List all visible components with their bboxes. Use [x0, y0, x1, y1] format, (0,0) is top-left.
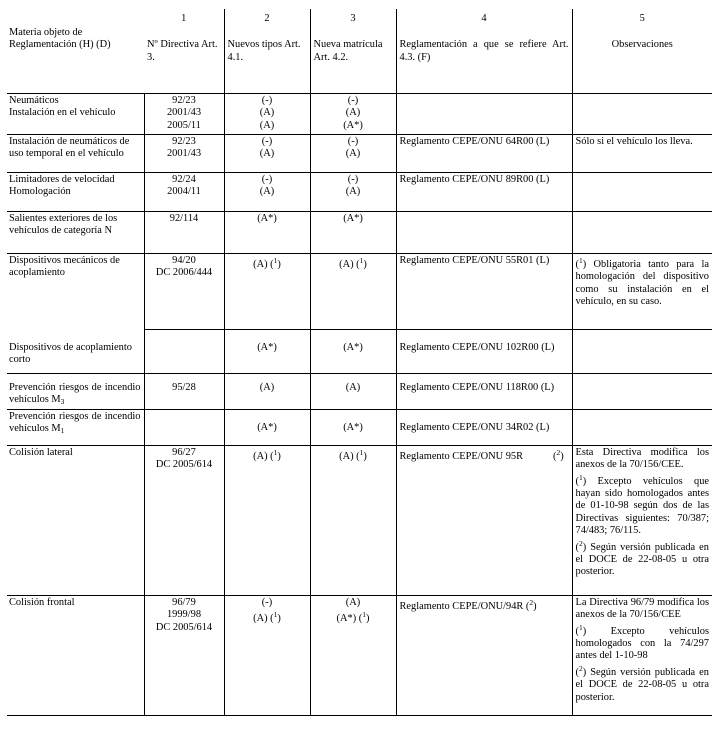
table-row — [7, 330, 712, 374]
matricula-cell: (A) ($^1$) — [310, 254, 396, 330]
table-row — [7, 445, 712, 595]
matricula-cell: (-) (A) — [310, 173, 396, 212]
directiva-cell: 92/24 2004/11 — [144, 173, 224, 212]
nuevos-cell: (A) ($^1$) — [224, 254, 310, 330]
header-matricula-num: 3 — [350, 13, 356, 24]
header-directiva-num: 1 — [181, 13, 187, 24]
materia-cell: Instalación de neumáticos de uso temporal en el vehículo — [7, 135, 144, 173]
nuevos-cell: (-) (A) ($^1$) — [224, 595, 310, 715]
observaciones-cell — [572, 374, 712, 410]
header-nuevos-num: 2 — [264, 13, 270, 24]
reglamentacion-cell — [396, 94, 572, 135]
observaciones-cell: Esta Directiva modifica los anexos de la 70/156/CEE. ($^1$) Excepto vehículos que hayan sido homologados antes de 01-10-98 según dos de las Directivas siguientes: 70/387; 74/483; 76/115. ($^2$) Según versión publicada en el DOCE de 22-08-05 u otra posterior. — [572, 445, 712, 595]
reglamentacion-cell: Reglamento CEPE/ONU 102R00 (L) — [396, 330, 572, 374]
directiva-cell: 96/27 DC 2005/614 — [144, 445, 224, 595]
header-observaciones — [572, 9, 712, 94]
directiva-cell: 92/114 — [144, 212, 224, 254]
nuevos-cell: (A) ($^1$) — [224, 445, 310, 595]
directiva-cell: 95/28 — [144, 374, 224, 410]
reglamentacion-cell: Reglamento CEPE/ONU/94R ($^2$) — [396, 595, 572, 715]
nuevos-cell: (A*) — [224, 212, 310, 254]
reglamentacion-cell: Reglamento CEPE/ONU 95R ($^2$) — [396, 445, 572, 595]
materia-cell: Prevención riesgos de incendio vehículos $M_3$ — [7, 374, 144, 410]
directiva-cell: 94/20 DC 2006/444 — [144, 254, 224, 330]
matricula-cell: (A) — [310, 374, 396, 410]
header-nuevos — [224, 9, 310, 94]
header-matricula — [310, 9, 396, 94]
matricula-cell: (-) (A) (A*) — [310, 94, 396, 135]
header-reglamentacion-num: 4 — [481, 13, 487, 24]
nuevos-cell: (A) — [224, 374, 310, 410]
observaciones-cell: Sólo si el vehículo los lleva. — [572, 135, 712, 173]
header-materia-label: Materia objeto de Reglamentación (H) (D) — [9, 27, 111, 51]
materia-cell: Limitadores de velocidad Homologación — [7, 173, 144, 212]
observaciones-cell: ($^1$) Obligatoria tanto para la homologación del dispositivo como su instalación en el vehículo, en su caso. — [572, 254, 712, 330]
table-row — [7, 173, 712, 212]
reglamentacion-cell: Reglamento CEPE/ONU 55R01 (L) — [396, 254, 572, 330]
observaciones-cell — [572, 94, 712, 135]
observaciones-cell: La Directiva 96/79 modifica los anexos de la 70/156/CEE ($^1$) Excepto vehículos homologados con la 74/297 antes del 1-10-98 ($^2$) Según versión publicada en el DOCE de 22-08-05 u otra posterior. — [572, 595, 712, 715]
nuevos-cell: (-) (A) — [224, 173, 310, 212]
table-row — [7, 409, 712, 445]
materia-cell: Dispositivos mecánicos de acoplamiento — [7, 254, 144, 330]
header-reglamentacion — [396, 9, 572, 94]
observaciones-cell — [572, 212, 712, 254]
matricula-cell: (A) (A*) ($^1$) — [310, 595, 396, 715]
reglamentacion-cell — [396, 212, 572, 254]
materia-cell: Colisión frontal — [7, 595, 144, 715]
directiva-cell: 92/23 2001/43 — [144, 135, 224, 173]
observaciones-cell — [572, 409, 712, 445]
table-row — [7, 595, 712, 715]
materia-cell: Dispositivos de acoplamiento corto — [7, 330, 144, 374]
header-nuevos-label: Nuevos tipos Art. 4.1. — [227, 39, 301, 63]
header-reglamentacion-label: Reglamentación a que se refiere Art. 4.3. (F) — [399, 39, 569, 63]
header-materia — [7, 9, 144, 94]
nuevos-cell: (-) (A) — [224, 135, 310, 173]
table-row — [7, 212, 712, 254]
matricula-cell: (A*) — [310, 212, 396, 254]
table-row — [7, 135, 712, 173]
directiva-cell — [144, 409, 224, 445]
observaciones-cell — [572, 173, 712, 212]
nuevos-cell: (-) (A) (A) — [224, 94, 310, 135]
header-directiva-label: Nº Directiva Art. 3. — [147, 39, 218, 63]
table-row — [7, 94, 712, 135]
matricula-cell: (-) (A) — [310, 135, 396, 173]
nuevos-cell: (A*) — [224, 409, 310, 445]
reglamentacion-cell: Reglamento CEPE/ONU 34R02 (L) — [396, 409, 572, 445]
table-header-row — [7, 9, 712, 94]
materia-cell: Salientes exteriores de los vehículos de categoría N — [7, 212, 144, 254]
directiva-cell: 92/23 2001/43 2005/11 — [144, 94, 224, 135]
table-row — [7, 254, 712, 330]
reglamentacion-cell: Reglamento CEPE/ONU 89R00 (L) — [396, 173, 572, 212]
reglamentacion-cell: Reglamento CEPE/ONU 118R00 (L) — [396, 374, 572, 410]
matricula-cell: (A*) — [310, 409, 396, 445]
materia-cell: Neumáticos Instalación en el vehículo — [7, 94, 144, 135]
nuevos-cell: (A*) — [224, 330, 310, 374]
regulation-table — [7, 9, 712, 716]
reglamentacion-cell: Reglamento CEPE/ONU 64R00 (L) — [396, 135, 572, 173]
table-row — [7, 374, 712, 410]
matricula-cell: (A*) — [310, 330, 396, 374]
materia-cell: Colisión lateral — [7, 445, 144, 595]
matricula-cell: (A) ($^1$) — [310, 445, 396, 595]
directiva-cell: 96/79 1999/98 DC 2005/614 — [144, 595, 224, 715]
header-matricula-label: Nueva matrícula Art. 4.2. — [313, 39, 383, 63]
header-observaciones-label: Observaciones — [611, 39, 673, 51]
observaciones-cell — [572, 330, 712, 374]
header-observaciones-num: 5 — [639, 13, 645, 24]
materia-cell: Prevención riesgos de incendio vehículos $M_1$ — [7, 409, 144, 445]
header-directiva — [144, 9, 224, 94]
directiva-cell — [144, 330, 224, 374]
